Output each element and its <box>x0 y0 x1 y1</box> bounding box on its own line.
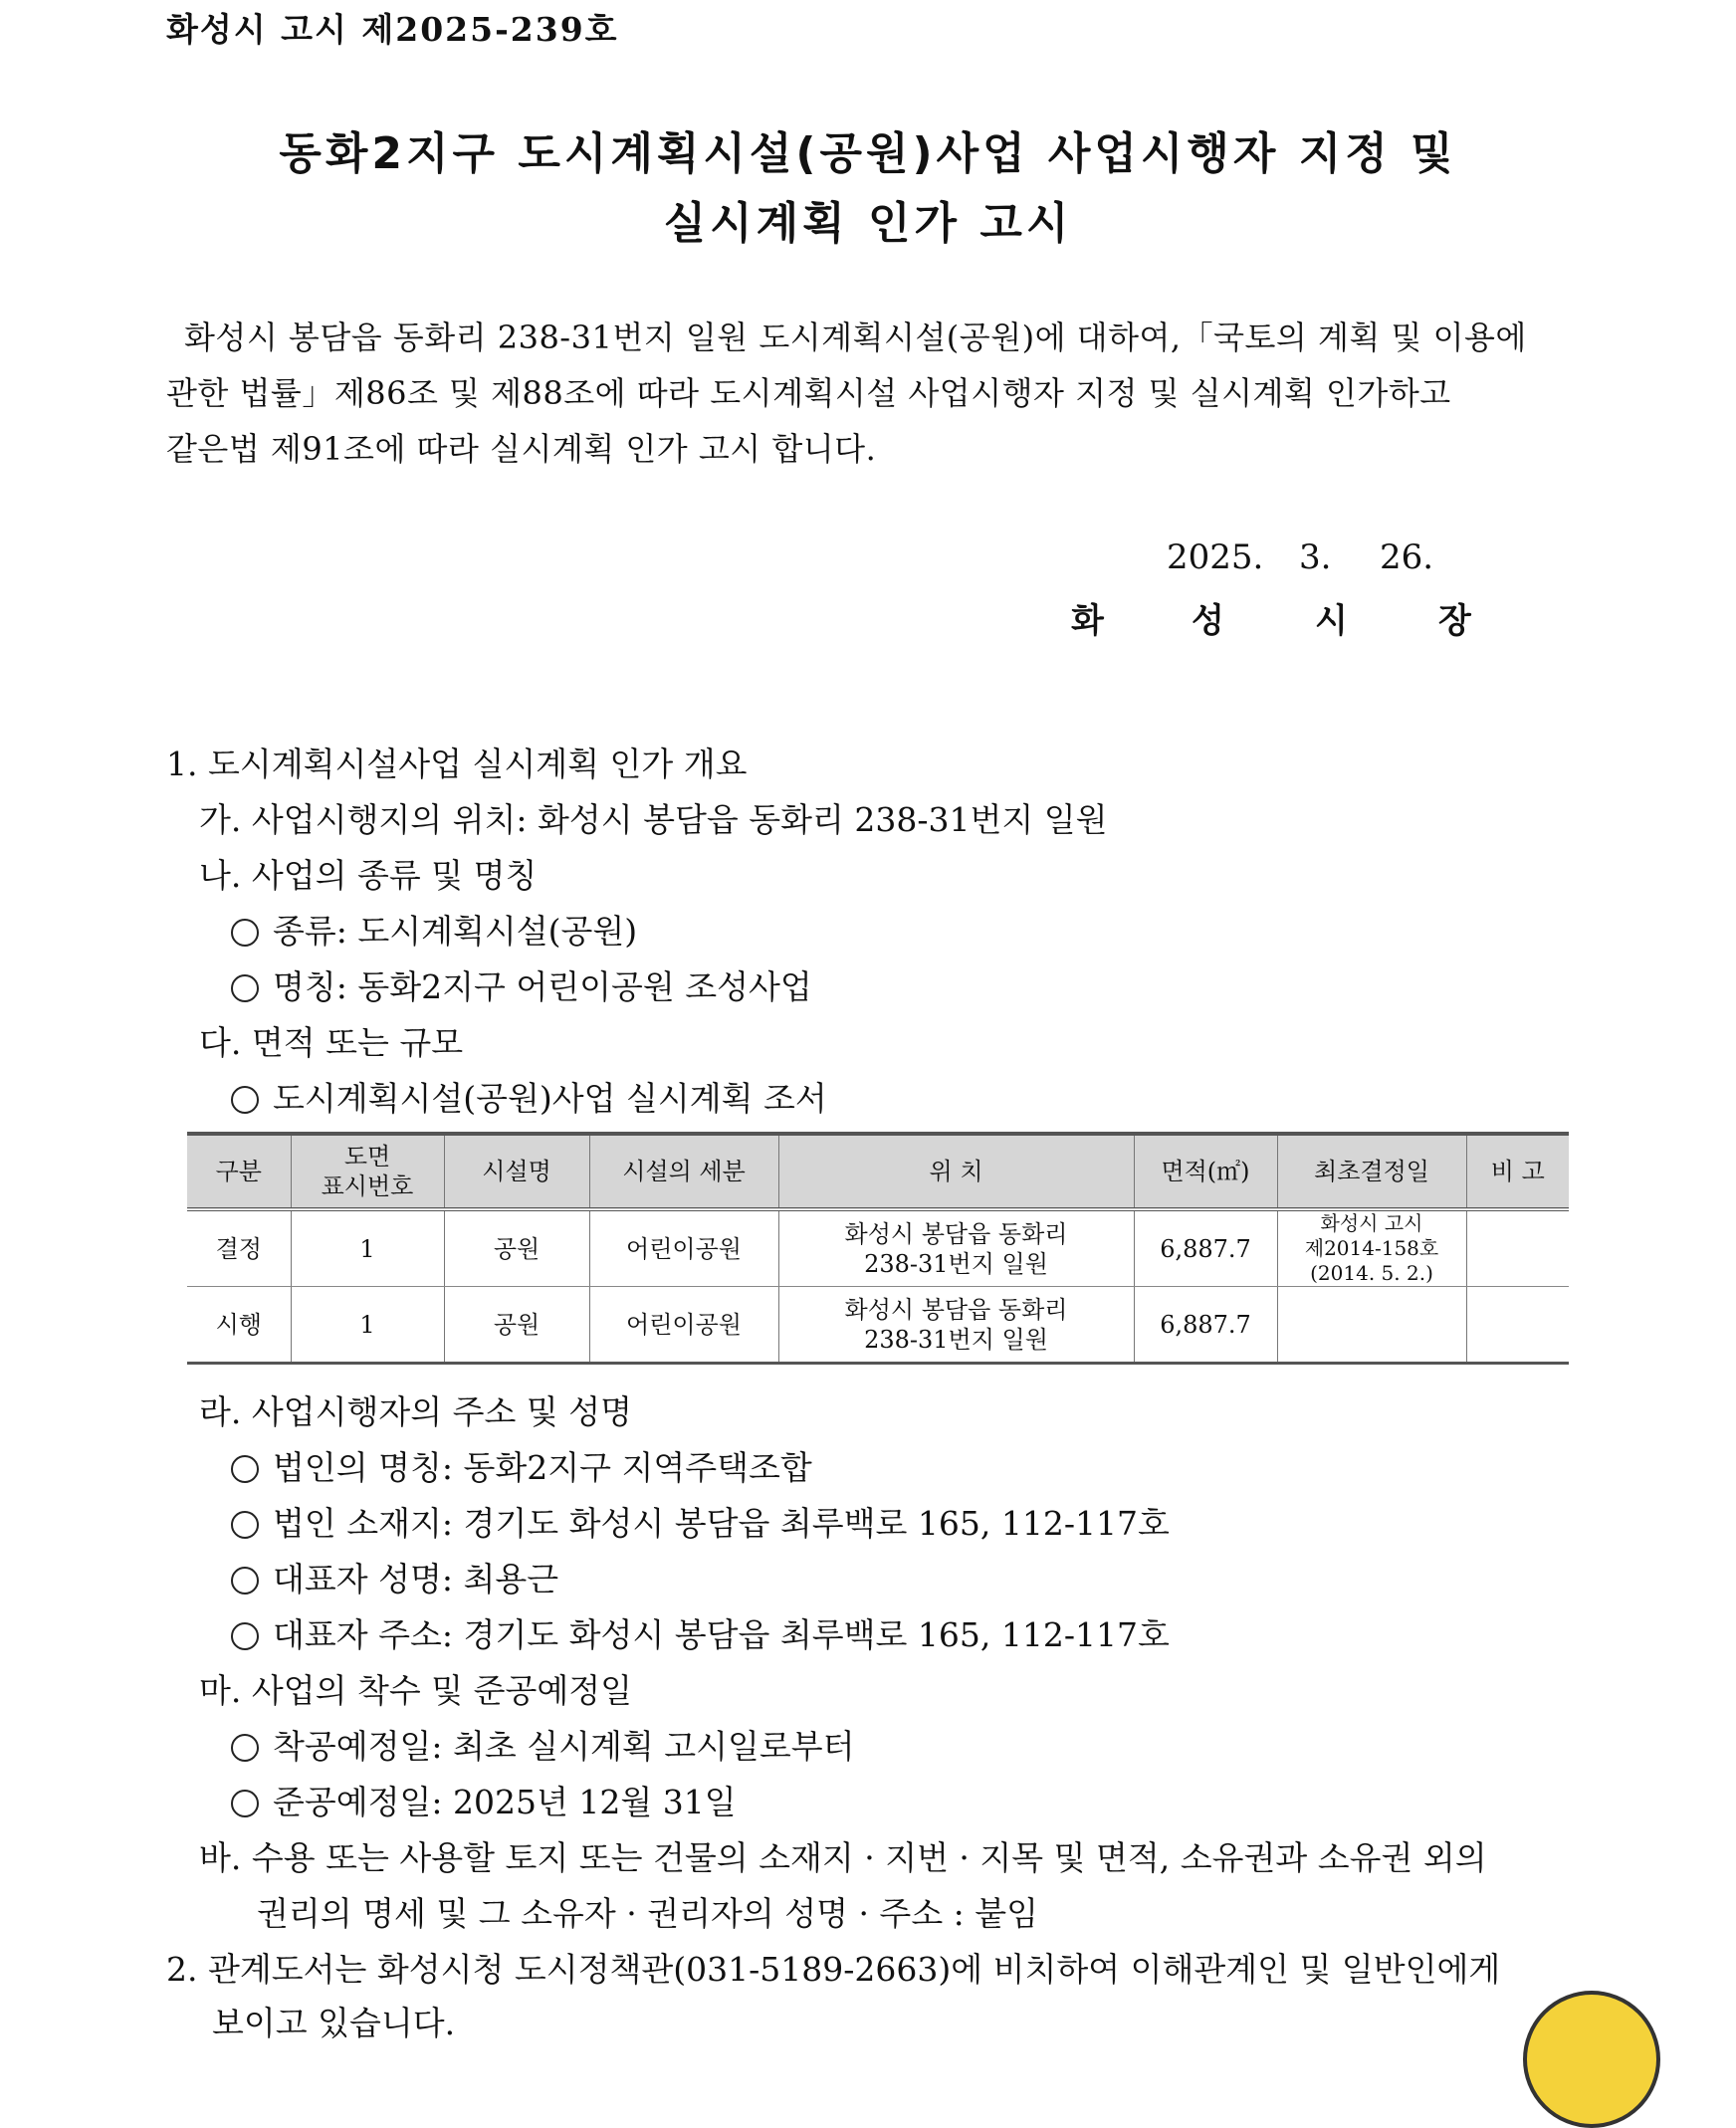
item-ba-line-1: 바. 수용 또는 사용할 토지 또는 건물의 소재지 · 지번 · 지목 및 면적, 소유권과 소유권 외의 <box>199 1838 1487 1877</box>
na-subitem: 종류: 도시계획시설(공원) <box>231 906 637 953</box>
cell-first-decision <box>1277 1287 1466 1364</box>
intro-line-1: 화성시 봉담읍 동화리 238-31번지 일원 도시계획시설(공원)에 대하여,「국토의 계획 및 이용에 <box>184 319 1527 356</box>
ra-subitem: 대표자 주소: 경기도 화성시 봉담읍 최루백로 165, 112-117호 <box>231 1609 1170 1656</box>
cell-note <box>1466 1287 1569 1364</box>
cell-map-number: 1 <box>291 1209 444 1287</box>
table-row <box>187 1287 1569 1364</box>
notice-number: 화성시 고시 제2025-239호 <box>166 10 619 49</box>
mayor-char-4: 장 <box>1438 601 1471 641</box>
cell-area: 6,887.7 <box>1134 1287 1277 1364</box>
header-first-decision: 최초결정일 <box>1277 1134 1466 1209</box>
circle-bullet-icon <box>231 1622 259 1650</box>
cell-area: 6,887.7 <box>1134 1209 1277 1287</box>
cell-map-number: 1 <box>291 1287 444 1364</box>
cell-subdivision: 어린이공원 <box>589 1287 778 1364</box>
ra-subitem: 대표자 성명: 최용근 <box>231 1554 558 1600</box>
section-1-heading: 1. 도시계획시설사업 실시계획 인가 개요 <box>166 745 748 783</box>
date-day: 26. <box>1380 537 1434 577</box>
mayor-char-1: 화 <box>1071 601 1104 641</box>
ra-subitem: 법인의 명칭: 동화2지구 지역주택조합 <box>231 1442 812 1489</box>
item-ba-line-2: 권리의 명세 및 그 소유자 · 권리자의 성명 · 주소 : 붙임 <box>257 1894 1039 1933</box>
circle-bullet-icon <box>231 974 259 1002</box>
document-title-line-2: 실시계획 인가 고시 <box>663 198 1073 249</box>
circle-bullet-icon <box>231 1455 259 1483</box>
cell-note <box>1466 1209 1569 1287</box>
cell-subdivision: 어린이공원 <box>589 1209 778 1287</box>
date-year: 2025. <box>1167 537 1264 577</box>
circle-bullet-icon <box>231 1567 259 1595</box>
item-na: 나. 사업의 종류 및 명칭 <box>199 856 538 895</box>
header-area: 면적(㎡) <box>1134 1134 1277 1209</box>
cell-category: 시행 <box>187 1287 291 1364</box>
cell-category: 결정 <box>187 1209 291 1287</box>
ma-subitem: 착공예정일: 최초 실시계획 고시일로부터 <box>231 1721 855 1768</box>
facility-table <box>187 1132 1569 1365</box>
intro-line-2: 관한 법률」제86조 및 제88조에 따라 도시계획시설 사업시행자 지정 및 실시계획 인가하고 <box>166 374 1451 412</box>
header-location: 위 치 <box>778 1134 1134 1209</box>
circle-bullet-icon <box>231 919 259 947</box>
header-category: 구분 <box>187 1134 291 1209</box>
item-da: 다. 면적 또는 규모 <box>199 1023 464 1062</box>
date-month: 3. <box>1299 537 1332 577</box>
circle-bullet-icon <box>231 1734 259 1762</box>
document-title-line-1: 동화2지구 도시계획시설(공원)사업 사업시행자 지정 및 <box>279 128 1457 179</box>
ra-subitem: 법인 소재지: 경기도 화성시 봉담읍 최루백로 165, 112-117호 <box>231 1498 1170 1545</box>
header-subdivision: 시설의 세분 <box>589 1134 778 1209</box>
circle-bullet-icon <box>231 1511 259 1539</box>
item-ga: 가. 사업시행지의 위치: 화성시 봉담읍 동화리 238-31번지 일원 <box>199 800 1108 839</box>
cell-first-decision: 화성시 고시 제2014-158호 (2014. 5. 2.) <box>1277 1209 1466 1287</box>
section-2-line-2: 보이고 있습니다. <box>212 2004 456 2042</box>
header-map-number: 도면 표시번호 <box>291 1134 444 1209</box>
cell-location: 화성시 봉담읍 동화리 238-31번지 일원 <box>778 1287 1134 1364</box>
floating-assistant-icon[interactable] <box>1523 1991 1660 2128</box>
ma-subitem: 준공예정일: 2025년 12월 31일 <box>231 1777 737 1823</box>
table-header-row <box>187 1134 1569 1209</box>
cell-location: 화성시 봉담읍 동화리 238-31번지 일원 <box>778 1209 1134 1287</box>
cell-facility: 공원 <box>444 1287 589 1364</box>
header-note: 비 고 <box>1466 1134 1569 1209</box>
item-ma: 마. 사업의 착수 및 준공예정일 <box>199 1671 632 1710</box>
mayor-char-3: 시 <box>1315 601 1348 641</box>
table-row <box>187 1209 1569 1287</box>
da-subitem: 도시계획시설(공원)사업 실시계획 조서 <box>231 1073 827 1120</box>
cell-facility: 공원 <box>444 1209 589 1287</box>
na-subitem: 명칭: 동화2지구 어린이공원 조성사업 <box>231 961 812 1008</box>
circle-bullet-icon <box>231 1790 259 1817</box>
mayor-char-2: 성 <box>1192 601 1224 641</box>
circle-bullet-icon <box>231 1086 259 1114</box>
item-ra: 라. 사업시행자의 주소 및 성명 <box>199 1392 632 1431</box>
header-facility-name: 시설명 <box>444 1134 589 1209</box>
section-2-line-1: 2. 관계도서는 화성시청 도시정책관(031-5189-2663)에 비치하여 이해관계인 및 일반인에게 <box>166 1950 1501 1989</box>
intro-line-3: 같은법 제91조에 따라 실시계획 인가 고시 합니다. <box>166 430 877 468</box>
